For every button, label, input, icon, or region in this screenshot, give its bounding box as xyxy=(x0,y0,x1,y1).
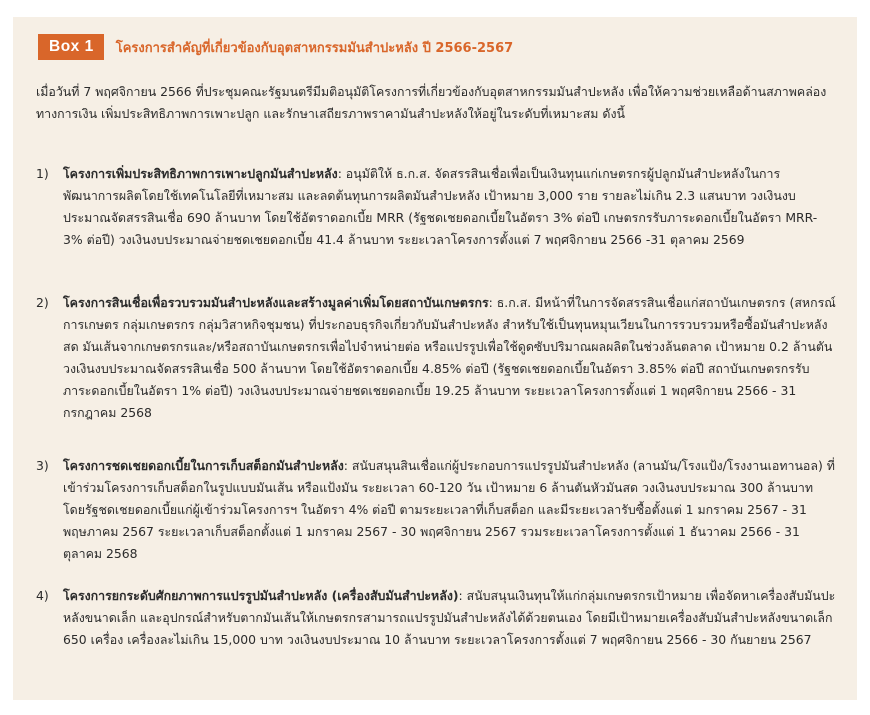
item-number: 2) xyxy=(36,295,49,310)
list-item xyxy=(36,585,836,651)
box-header xyxy=(38,35,513,59)
item-heading: โครงการสินเชื่อเพื่อรวบรวมมันสำปะหลังและสร้างมูลค่าเพิ่มโดยสถาบันเกษตรกร xyxy=(63,295,489,310)
item-heading: โครงการยกระดับศักยภาพการแปรรูปมันสำปะหลัง (เครื่องสับมันสำปะหลัง) xyxy=(63,588,459,603)
list-item xyxy=(36,292,836,424)
item-body: : สนับสนุนเงินทุนให้แก่กลุ่มเกษตรกรเป้าหมาย เพื่อจัดหาเครื่องสับมันปะหลังขนาดเล็ก และอุปกรณ์สำหรับตากมันเส้นให้เกษตรกรสามารถแปรรูปมันสำปะหลังได้ด้วยตนเอง โดยมีเป้าหมายเครื่องสับมันสำปะหลังขนาดเล็ก 650 เครื่อง เครื่องละไม่เกิน 15,000 บาท วงเงินงบประมาณ 10 ล้านบาท ระยะเวลาโครงการตั้งแต่ 7 พฤศจิกายน 2566 - 30 กันยายน 2567 xyxy=(63,588,836,647)
intro-paragraph: เมื่อวันที่ 7 พฤศจิกายน 2566 ที่ประชุมคณะรัฐมนตรีมีมติอนุมัติโครงการที่เกี่ยวข้องกับอุตสาหกรรมมันสำปะหลัง เพื่อให้ความช่วยเหลือด้านสภาพคล่องทางการเงิน เพิ่มประสิทธิภาพการเพาะปลูก และรักษาเสถียรภาพราคามันสำปะหลังให้อยู่ในระดับที่เหมาะสม ดังนี้ xyxy=(36,84,827,121)
item-heading: โครงการเพิ่มประสิทธิภาพการเพาะปลูกมันสำปะหลัง xyxy=(63,166,338,181)
item-text xyxy=(63,585,836,651)
info-box xyxy=(13,17,857,700)
list-item xyxy=(36,163,836,251)
item-text xyxy=(63,163,836,251)
item-number: 3) xyxy=(36,458,49,473)
box-title: โครงการสำคัญที่เกี่ยวข้องกับอุตสาหกรรมมันสำปะหลัง ปี 2566-2567 xyxy=(115,40,514,56)
item-heading: โครงการชดเชยดอกเบี้ยในการเก็บสต็อกมันสำปะหลัง xyxy=(63,458,344,473)
item-body: : สนับสนุนสินเชื่อแก่ผู้ประกอบการแปรรูปมันสำปะหลัง (ลานมัน/โรงแป้ง/โรงงานเอทานอล) ที่เข้าร่วมโครงการเก็บสต็อกในรูปแบบมันเส้น หรือแป้งมัน ระยะเวลา 60-120 วัน เป้าหมาย 6 ล้านตันหัวมันสด วงเงินงบประมาณ 300 ล้านบาท โดยรัฐชดเชยดอกเบี้ยแก่ผู้เข้าร่วมโครงการฯ ในอัตรา 4% ต่อปี ตามระยะเวลาที่เก็บสต็อก และมีระยะเวลารับซื้อตั้งแต่ 1 มกราคม 2567 - 31 พฤษภาคม 2567 ระยะเวลาเก็บสต็อกตั้งแต่ 1 มกราคม 2567 - 30 พฤศจิกายน 2567 รวมระยะเวลาโครงการตั้งแต่ 1 ธันวาคม 2566 - 31 ตุลาคม 2568 xyxy=(63,458,835,561)
item-number: 4) xyxy=(36,588,49,603)
item-body: : อนุมัติให้ ธ.ก.ส. จัดสรรสินเชื่อเพื่อเป็นเงินทุนแก่เกษตรกรผู้ปลูกมันสำปะหลังในการพัฒนาการผลิตโดยใช้เทคโนโลยีที่เหมาะสม และลดต้นทุนการผลิตมันสำปะหลัง เป้าหมาย 3,000 ราย รายละไม่เกิน 2.3 แสนบาท วงเงินงบประมาณจัดสรรสินเชื่อ 690 ล้านบาท โดยใช้อัตราดอกเบี้ย MRR (รัฐชดเชยดอกเบี้ยในอัตรา 3% ต่อปี เกษตรกรรับภาระดอกเบี้ยในอัตรา MRR-3% ต่อปี) วงเงินงบประมาณจ่ายชดเชยดอกเบี้ย 41.4 ล้านบาท ระยะเวลาโครงการตั้งแต่ 7 พฤศจิกายน 2566 -31 ตุลาคม 2569 xyxy=(63,166,818,247)
item-text xyxy=(63,455,836,565)
list-item xyxy=(36,455,836,565)
box-tag: Box 1 xyxy=(38,34,104,60)
item-number: 1) xyxy=(36,166,49,181)
item-text xyxy=(63,292,836,424)
item-body: : ธ.ก.ส. มีหน้าที่ในการจัดสรรสินเชื่อแก่สถาบันเกษตรกร (สหกรณ์การเกษตร กลุ่มเกษตรกร กลุ่มวิสาหกิจชุมชน) ที่ประกอบธุรกิจเกี่ยวกับมันสำปะหลัง สำหรับใช้เป็นทุนหมุนเวียนในการรวบรวมหรือซื้อมันสำปะหลังสด มันเส้นจากเกษตรกรและ/หรือสถาบันเกษตรกรเพื่อไปจำหน่ายต่อ หรือแปรรูปเพื่อใช้ดูดซับปริมาณผลผลิตในช่วงล้นตลาด เป้าหมาย 0.2 ล้านตัน วงเงินงบประมาณจัดสรรสินเชื่อ 500 ล้านบาท โดยใช้อัตราดอกเบี้ย 4.85% ต่อปี (รัฐชดเชยดอกเบี้ยในอัตรา 3.85% ต่อปี สถาบันเกษตรกรรับภาระดอกเบี้ยในอัตรา 1% ต่อปี) วงเงินงบประมาณจ่ายชดเชยดอกเบี้ย 19.25 ล้านบาท ระยะเวลาโครงการตั้งแต่ 1 พฤศจิกายน 2566 - 31 กรกฎาคม 2568 xyxy=(63,295,836,420)
